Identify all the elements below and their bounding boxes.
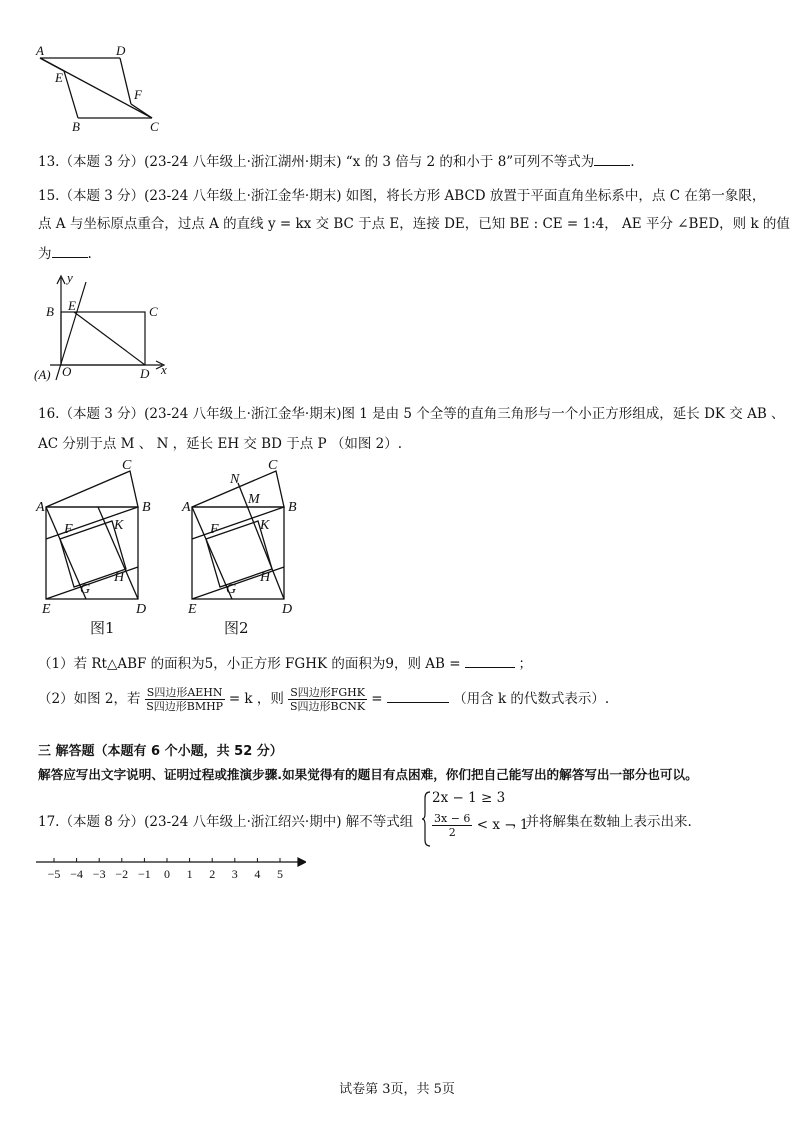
numberline-label: 1	[186, 867, 193, 881]
numberline-label: −3	[92, 867, 106, 881]
label-K: K	[260, 518, 270, 533]
figure-parallelogram	[30, 42, 170, 134]
label-C: C	[149, 304, 158, 319]
question-15-line3: 为 .	[38, 246, 92, 262]
label-F: F	[64, 522, 73, 537]
label-M: M	[248, 492, 260, 507]
label-N: N	[230, 472, 240, 487]
label-D: D	[136, 602, 147, 617]
label-x: x	[161, 362, 167, 377]
label-B: B	[46, 304, 54, 319]
label-B: B	[72, 119, 80, 134]
question-16-line2: AC 分别于点 M 、 N ，延长 EH 交 BD 于点 P （如图 2）.	[38, 436, 403, 452]
question-16-sub2: （2）如图 2，若 $\frac{\text{S四边形AEHN}}{\text{S四边形BMHP}}$ = k ，则 $\frac{\text{S四边形FGHK}}{\text{S四边形BCNK}}$ = （用含 k 的代数式表示）.	[38, 686, 610, 713]
numberline-label: 3	[231, 867, 238, 881]
ratio-fraction-1: $\frac{\text{S四边形AEHN}}{\text{S四边形BMHP}}$	[146, 686, 224, 713]
label-A: A	[36, 43, 44, 58]
label-B: B	[142, 500, 151, 515]
question-15-line1: 15.（本题 3 分）(23-24 八年级上·浙江金华·期末) 如图，将长方形 ABCD 放置于平面直角坐标系中，点 C 在第一象限，	[38, 188, 766, 204]
question-16-sub1: （1）若 Rt△ABF 的面积为5，小正方形 FGHK 的面积为9，则 AB = ；	[38, 656, 533, 672]
q16-sub2-answer-blank[interactable]	[387, 690, 449, 703]
inequality-2: $\frac{3x - 6}{2}$ < x − 1	[434, 812, 529, 839]
number-line	[36, 854, 306, 884]
section-3-heading: 三 解答题（本题有 6 个小题，共 52 分）	[38, 744, 283, 759]
numberline-label: −5	[47, 867, 61, 881]
page-footer: 试卷第 3页，共 5页	[339, 1082, 455, 1097]
question-15-line2: 点 A 与坐标原点重合，过点 A 的直线 y = kx 交 BC 于点 E，连接 DE，已知 BE : CE = 1:4， AE 平分 ∠BED，则 k 的值	[38, 216, 790, 232]
label-D: D	[116, 43, 126, 58]
label-G: G	[226, 582, 237, 597]
figure-coordinate-rectangle	[30, 270, 180, 385]
figure-2-caption: 图2	[224, 619, 249, 637]
label-E: E	[55, 70, 63, 85]
brace-icon	[422, 790, 432, 848]
q13-text: 13.（本题 3 分）(23-24 八年级上·浙江湖州·期末) “x 的 3 倍与 2 的和小于 8”可列不等式为	[38, 154, 595, 170]
label-G: G	[80, 582, 91, 597]
figure-1-pythagoras	[32, 455, 162, 620]
question-17: 17.（本题 8 分）(23-24 八年级上·浙江绍兴·期中) 解不等式组	[38, 814, 414, 830]
ratio-fraction-2: $\frac{\text{S四边形FGHK}}{\text{S四边形BCNK}}$	[290, 686, 366, 713]
label-H: H	[260, 570, 271, 585]
label-A: A	[182, 500, 191, 515]
figure-1-caption: 图1	[90, 619, 115, 637]
label-E: E	[188, 602, 197, 617]
label-A: (A)	[34, 367, 51, 382]
label-C: C	[122, 458, 132, 473]
label-E: E	[68, 298, 76, 313]
label-C: C	[268, 458, 278, 473]
q15-answer-blank[interactable]	[52, 245, 88, 258]
numberline-label: 2	[209, 867, 216, 881]
label-A: A	[36, 500, 45, 515]
figure-2-pythagoras-extended	[178, 455, 308, 620]
label-K: K	[114, 518, 124, 533]
q16-sub1-answer-blank[interactable]	[465, 655, 515, 668]
label-B: B	[288, 500, 297, 515]
label-y: y	[67, 270, 73, 285]
label-F: F	[210, 522, 219, 537]
inequality-1: 2x − 1 ≥ 3	[432, 790, 506, 806]
numberline-label: −4	[70, 867, 83, 881]
question-17-post: ，并将解集在数轴上表示出来.	[512, 814, 692, 830]
label-D: D	[282, 602, 293, 617]
label-F: F	[134, 87, 142, 102]
label-O: O	[62, 364, 72, 379]
numberline-label: 4	[254, 867, 261, 881]
question-16-line1: 16.（本题 3 分）(23-24 八年级上·浙江金华·期末)图 1 是由 5 个全等的直角三角形与一个小正方形组成，延长 DK 交 AB 、	[38, 406, 785, 422]
label-D: D	[140, 366, 150, 381]
label-E: E	[42, 602, 51, 617]
section-3-instruction: 解答应写出文字说明、证明过程或推演步骤.如果觉得有的题目有点困难，你们把自己能写出的解答写出一部分也可以。	[38, 767, 698, 782]
q13-answer-blank[interactable]	[594, 153, 630, 166]
numberline-label: 0	[164, 867, 170, 881]
label-H: H	[114, 570, 125, 585]
question-13: 13.（本题 3 分）(23-24 八年级上·浙江湖州·期末) “x 的 3 倍与 2 的和小于 8”可列不等式为 .	[38, 154, 635, 170]
label-C: C	[150, 119, 159, 134]
numberline-label: −1	[138, 867, 151, 881]
numberline-label: −2	[115, 867, 129, 881]
numberline-label: 5	[277, 867, 283, 881]
